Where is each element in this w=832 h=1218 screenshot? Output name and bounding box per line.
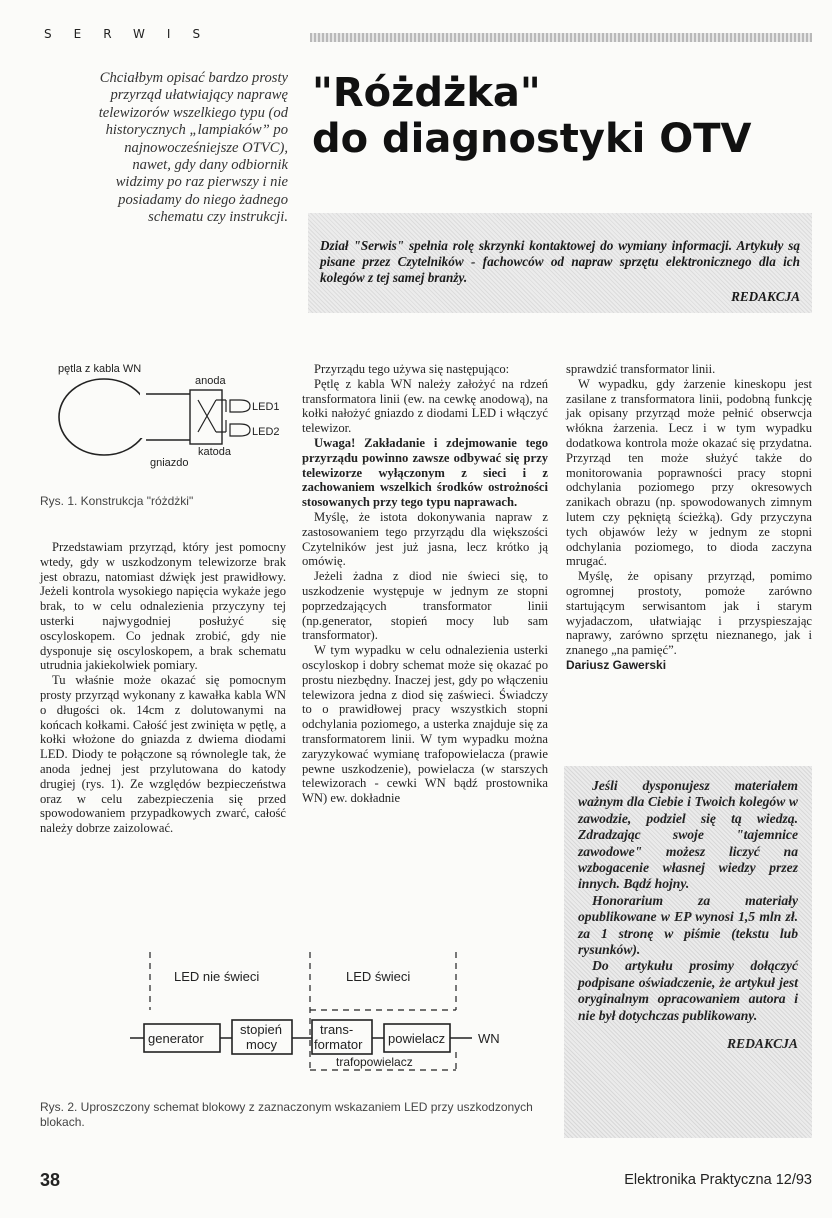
fig1-cathode-label: katoda (198, 446, 232, 458)
paragraph: W wypadku, gdy żarzenie kineskopu jest zasilane z transformatora linii, podobną funkcję jak opisany przyrząd może pełnić obserwcja włókna żarzenia. Lecz i w tym wypadku dodatkowa kontrola może okazać się przydatna. Przyrząd ten może służyć także do monitorowania poprawności pracy stopni odchylania poziomego przy okresowych zanikach obrazu (np. spowodowanych zimnym lutem czy pękniętą ścieżką). Gdy przyczyna tych objawów leży w jednym ze stopni odchylania poziomego, to dioda zaczyna mrugać. (566, 376, 812, 569)
paragraph: Przedstawiam przyrząd, który jest pomocny wtedy, gdy w uszkodzonym telewizorze brak jest obrazu, natomiast dźwięk jest prawidłowy. Jeżeli kontrola wysokiego napięcia wykaże jego brak, to w celu odnalezienia przyczyny tej usterki najwygodniej posłużyć się oscyloskopem. Co jednak zrobić, gdy nie dysponuje się oscyloskopem, a brak schematu utrudnia jakiekolwiek pomiary. (40, 540, 286, 673)
group-label: trafopowielacz (336, 1055, 413, 1069)
editorial-signature: REDAKCJA (731, 289, 800, 304)
block-generator-label: generator (148, 1031, 204, 1046)
title-line-2: do diagnostyki OTV (312, 116, 752, 162)
fig1-loop-label: pętla z kabla WN (58, 363, 142, 375)
paragraph: sprawdzić transformator linii. (566, 362, 716, 376)
led1-symbol (230, 400, 250, 412)
figure-1-diagram (40, 362, 290, 474)
article-column-3 (566, 362, 812, 673)
intro-text: Chciałbym opisać bardzo prosty przyrząd ułatwiający naprawę telewizorów wszelkiego typu (od historycznych „lampiaków” po najnowocześniejsze OTVC), nawet, gdy dany odbiornik widzimy po raz pierwszy i nie posiadamy do niego żadnego schematu czy instrukcji. (98, 70, 288, 226)
box-paragraph: Do artykułu prosimy dołączyć podpisane oświadczenie, że artykuł jest oryginalnym opracowaniem autora i nie był dotychczas publikowany. (578, 958, 798, 1023)
box-paragraph: Jeśli dysponujesz materiałem ważnym dla Ciebie i Twoich kolegów w zawodzie, podziel się tą wiedzą. Zdradzając swoje "tajemnice zawodowe" możesz liczyć na wzbogacenie własnej wiedzy przez innych. Bądź hojny. (578, 778, 798, 892)
box-signature: REDAKCJA (726, 1036, 798, 1052)
box-paragraph: Honorarium za materiały opublikowane w EP wynosi 1,5 mln zł. za 1 stronę w piśmie (tekstu lub rysunków). (578, 892, 798, 958)
paragraph: Tu właśnie może okazać się pomocnym prosty przyrząd wykonany z kawałka kabla WN o długości ok. 14cm z dolutowanymi na końcach kołkami. Całość jest zwinięta w pętlę, a kołki włożone do gniazda z dwiema diodami LED. Diody te połączone są równolegle tak, że anoda jednej jest przylutowana do katody drugiej (rys. 1). Ze względów bezpieczeństwa oraz w celu zabezpieczenia się przed spowodowaniem przypadkowych zwarć, całość należy dobrze zaizolować. (40, 673, 286, 836)
paragraph: Przyrządu tego używa się następująco: (314, 362, 510, 376)
paragraph: W tym wypadku w celu odnalezienia usterki oscyloskop i dobry schemat może się okazać po prostu niezbędny. Inaczej jest, gdy po włączeniu telewizora jedna z diod się zaświeci. Świadczy to o prawidłowej pracy wszystkich stopni odchylania poziomego, a usterka znajduje się za transformatorem linii. W tym wypadku można zaryzykować wymianę trafopowielacza (prawie pewne uszkodzenie), powielacza (w starszych telewizorach - cewki WN bądź prostownika WN) ew. dokładnie (302, 643, 548, 806)
wire-loop (59, 379, 149, 455)
figure-2-diagram (100, 948, 520, 1088)
fig1-led2-label: LED2 (252, 426, 280, 438)
section-label: SERWIS (44, 27, 223, 41)
block-transformer-label-2: formator (314, 1037, 363, 1052)
paragraph: Myślę, że opisany przyrząd, pomimo ogromnej prostoty, pomoże zarówno startującym serwisantom jak i starym wyjadaczom, ułatwiając i przyspieszając naprawy, zarówno sprzętu nieznanego, jak i znanego „na pamięć”. (566, 569, 812, 658)
article-column-2 (302, 362, 548, 806)
led2-symbol (230, 424, 250, 436)
block-transformer-label-1: trans- (320, 1022, 354, 1037)
editorial-note (308, 213, 812, 313)
paragraph: Pętlę z kabla WN należy założyć na rdzeń transformatora linii (ew. na cewkę anodową), na kołki nałożyć gniazdo z diodami LED i włączyć telewizor. (302, 376, 548, 436)
figure-2-caption: Rys. 2. Uproszczony schemat blokowy z zaznaczonym wskazaniem LED przy uszkodzonych blokach. (40, 1100, 533, 1129)
author-name: Dariusz Gawerski (566, 657, 667, 672)
paragraph: Jeżeli żadna z diod nie świeci się, to uszkodzenie występuje w jednym ze stopni poprzedzających transformator linii (np.generator, stopień mocy lub sam transformator). (302, 569, 548, 643)
editorial-text: Dział "Serwis" spełnia rolę skrzynki kontaktowej do wymiany informacji. Artykuły są pisane przez Czytelników - fachowców od napraw sprzętu elektronicznego dla ich kolegów z tej samej branży. (320, 238, 800, 285)
block-power-label-2: mocy (246, 1037, 278, 1052)
article-title (312, 70, 812, 162)
led-off-label: LED nie świeci (174, 969, 260, 984)
block-power-label-1: stopień (240, 1022, 282, 1037)
magazine-issue: Elektronika Praktyczna 12/93 (624, 1172, 812, 1188)
led-on-label: LED świeci (346, 969, 411, 984)
block-multiplier-label: powielacz (388, 1031, 446, 1046)
contact-box (564, 766, 812, 1138)
fig1-led1-label: LED1 (252, 401, 280, 413)
warning-paragraph: Uwaga! Zakładanie i zdejmowanie tego przyrządu powinno zawsze odbywać się przy telewizorze wyłączonym z sieci i z zachowaniem wszelkich środków ostrożności stosowanych przy tego typu naprawach. (302, 435, 548, 510)
title-line-1: "Różdżka" (312, 70, 541, 116)
paragraph: Myślę, że istota dokonywania napraw z zastosowaniem tego przyrządu dla większości Czytelników jest już jasna, lecz krótko ją omówię. (302, 509, 548, 569)
output-label: WN (478, 1031, 500, 1046)
page-number: 38 (40, 1170, 61, 1190)
fig1-socket-label: gniazdo (150, 457, 189, 469)
figure-1-caption: Rys. 1. Konstrukcja "różdżki" (40, 494, 194, 508)
fig1-anode-label: anoda (195, 375, 226, 387)
header-rule (310, 33, 812, 42)
article-column-1 (40, 540, 286, 836)
